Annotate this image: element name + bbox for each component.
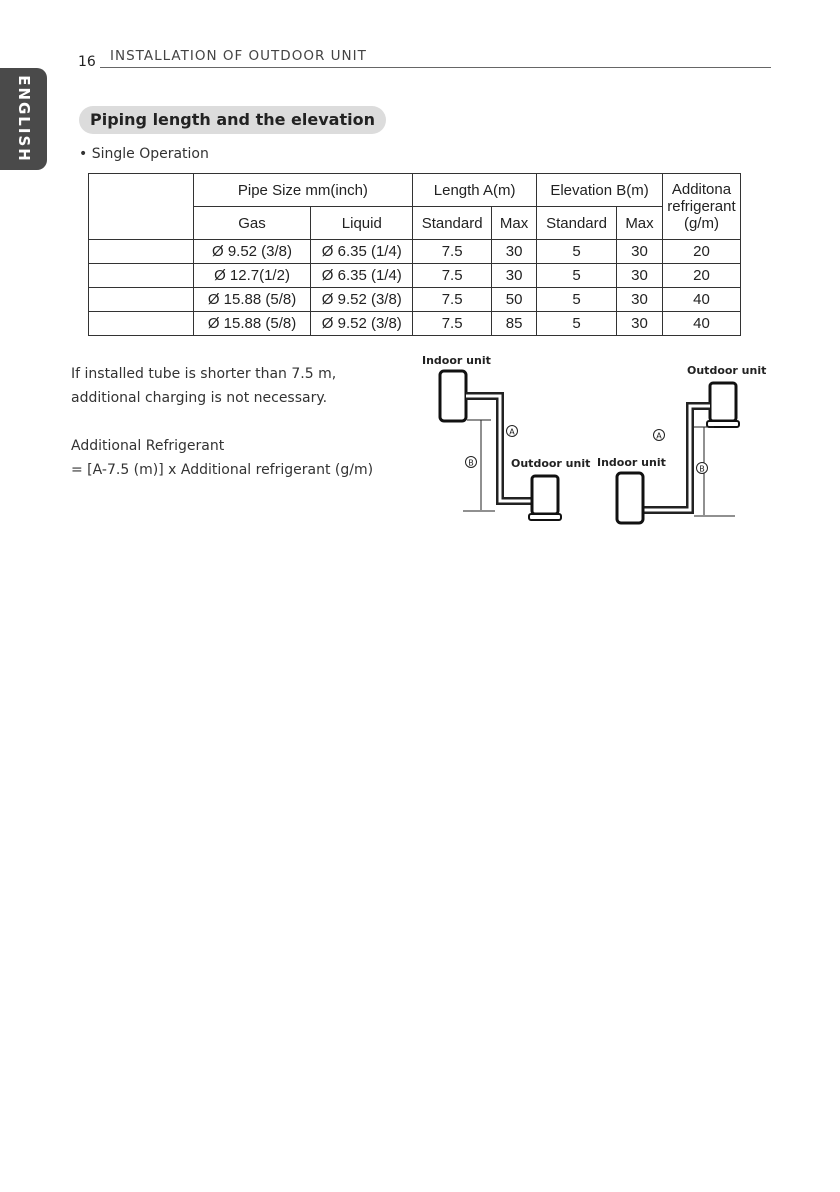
piping-diagram <box>405 350 775 530</box>
table-row <box>89 240 741 264</box>
cell-length-max: 30 <box>492 240 537 264</box>
page-number: 16 <box>78 54 96 70</box>
indoor-unit-label-right: Indoor unit <box>597 456 666 469</box>
cell-gas: Ø 12.7(1/2) <box>193 264 311 288</box>
indoor-unit-right <box>617 473 643 523</box>
note-line: additional charging is not necessary. <box>71 390 328 406</box>
header-additional <box>662 174 740 240</box>
marker-b-left-text: B <box>468 458 474 468</box>
cell-length-standard: 7.5 <box>413 312 492 336</box>
note-line: If installed tube is shorter than 7.5 m, <box>71 366 337 382</box>
cell-liquid: Ø 6.35 (1/4) <box>311 264 413 288</box>
cell-elevation-standard: 5 <box>537 288 617 312</box>
cell-length-max: 30 <box>492 264 537 288</box>
row-label <box>89 288 194 312</box>
sub-max-a: Max <box>492 207 537 240</box>
header-additional-line: (g/m) <box>683 215 719 232</box>
sub-gas: Gas <box>193 207 311 240</box>
cell-length-standard: 7.5 <box>413 240 492 264</box>
cell-length-max: 85 <box>492 312 537 336</box>
header-additional-line: refrigerant <box>667 198 736 215</box>
cell-length-standard: 7.5 <box>413 288 492 312</box>
outdoor-unit-label-right: Outdoor unit <box>687 364 767 377</box>
indoor-unit-left <box>440 371 466 421</box>
section-bullet: • Single Operation <box>79 146 209 162</box>
sub-liquid: Liquid <box>311 207 413 240</box>
cell-additional: 40 <box>662 288 740 312</box>
cell-additional: 40 <box>662 312 740 336</box>
cell-elevation-max: 30 <box>617 288 663 312</box>
cell-liquid: Ø 9.52 (3/8) <box>311 312 413 336</box>
outdoor-unit-left <box>532 476 558 514</box>
cell-gas: Ø 15.88 (5/8) <box>193 312 311 336</box>
cell-liquid: Ø 9.52 (3/8) <box>311 288 413 312</box>
cell-elevation-max: 30 <box>617 264 663 288</box>
table-row <box>89 288 741 312</box>
piping-spec-table <box>88 173 741 336</box>
header-additional-line: Additona <box>671 181 732 198</box>
cell-elevation-standard: 5 <box>537 264 617 288</box>
cell-additional: 20 <box>662 264 740 288</box>
table-row <box>89 264 741 288</box>
cell-elevation-standard: 5 <box>537 312 617 336</box>
section-title: Piping length and the elevation <box>79 106 386 134</box>
cell-elevation-standard: 5 <box>537 240 617 264</box>
sub-standard-b: Standard <box>537 207 617 240</box>
table-header-row <box>89 174 741 207</box>
cell-liquid: Ø 6.35 (1/4) <box>311 240 413 264</box>
cell-elevation-max: 30 <box>617 240 663 264</box>
cell-length-max: 50 <box>492 288 537 312</box>
marker-a-right-text: A <box>656 431 662 441</box>
cell-elevation-max: 30 <box>617 312 663 336</box>
sub-standard-a: Standard <box>413 207 492 240</box>
empty-header-cell <box>89 174 194 240</box>
outdoor-unit-label-left: Outdoor unit <box>511 457 591 470</box>
header-pipe-size: Pipe Size mm(inch) <box>193 174 413 207</box>
row-label <box>89 264 194 288</box>
header-divider <box>100 67 771 68</box>
table-row <box>89 312 741 336</box>
cell-gas: Ø 15.88 (5/8) <box>193 288 311 312</box>
row-label <box>89 312 194 336</box>
header-title: INSTALLATION OF OUTDOOR UNIT <box>110 48 367 64</box>
language-tab <box>0 68 47 170</box>
formula-line: = [A-7.5 (m)] x Additional refrigerant (g/m) <box>71 462 374 478</box>
language-tab-label: ENGLISH <box>14 75 33 163</box>
marker-b-right-text: B <box>699 464 705 474</box>
outdoor-unit-right <box>710 383 736 421</box>
row-label <box>89 240 194 264</box>
header-elevation: Elevation B(m) <box>537 174 663 207</box>
header-length: Length A(m) <box>413 174 537 207</box>
cell-length-standard: 7.5 <box>413 264 492 288</box>
marker-a-left-text: A <box>509 427 515 437</box>
cell-additional: 20 <box>662 240 740 264</box>
note-line: Additional Refrigerant <box>71 438 225 454</box>
cell-gas: Ø 9.52 (3/8) <box>193 240 311 264</box>
indoor-unit-label-left: Indoor unit <box>422 354 491 367</box>
sub-max-b: Max <box>617 207 663 240</box>
